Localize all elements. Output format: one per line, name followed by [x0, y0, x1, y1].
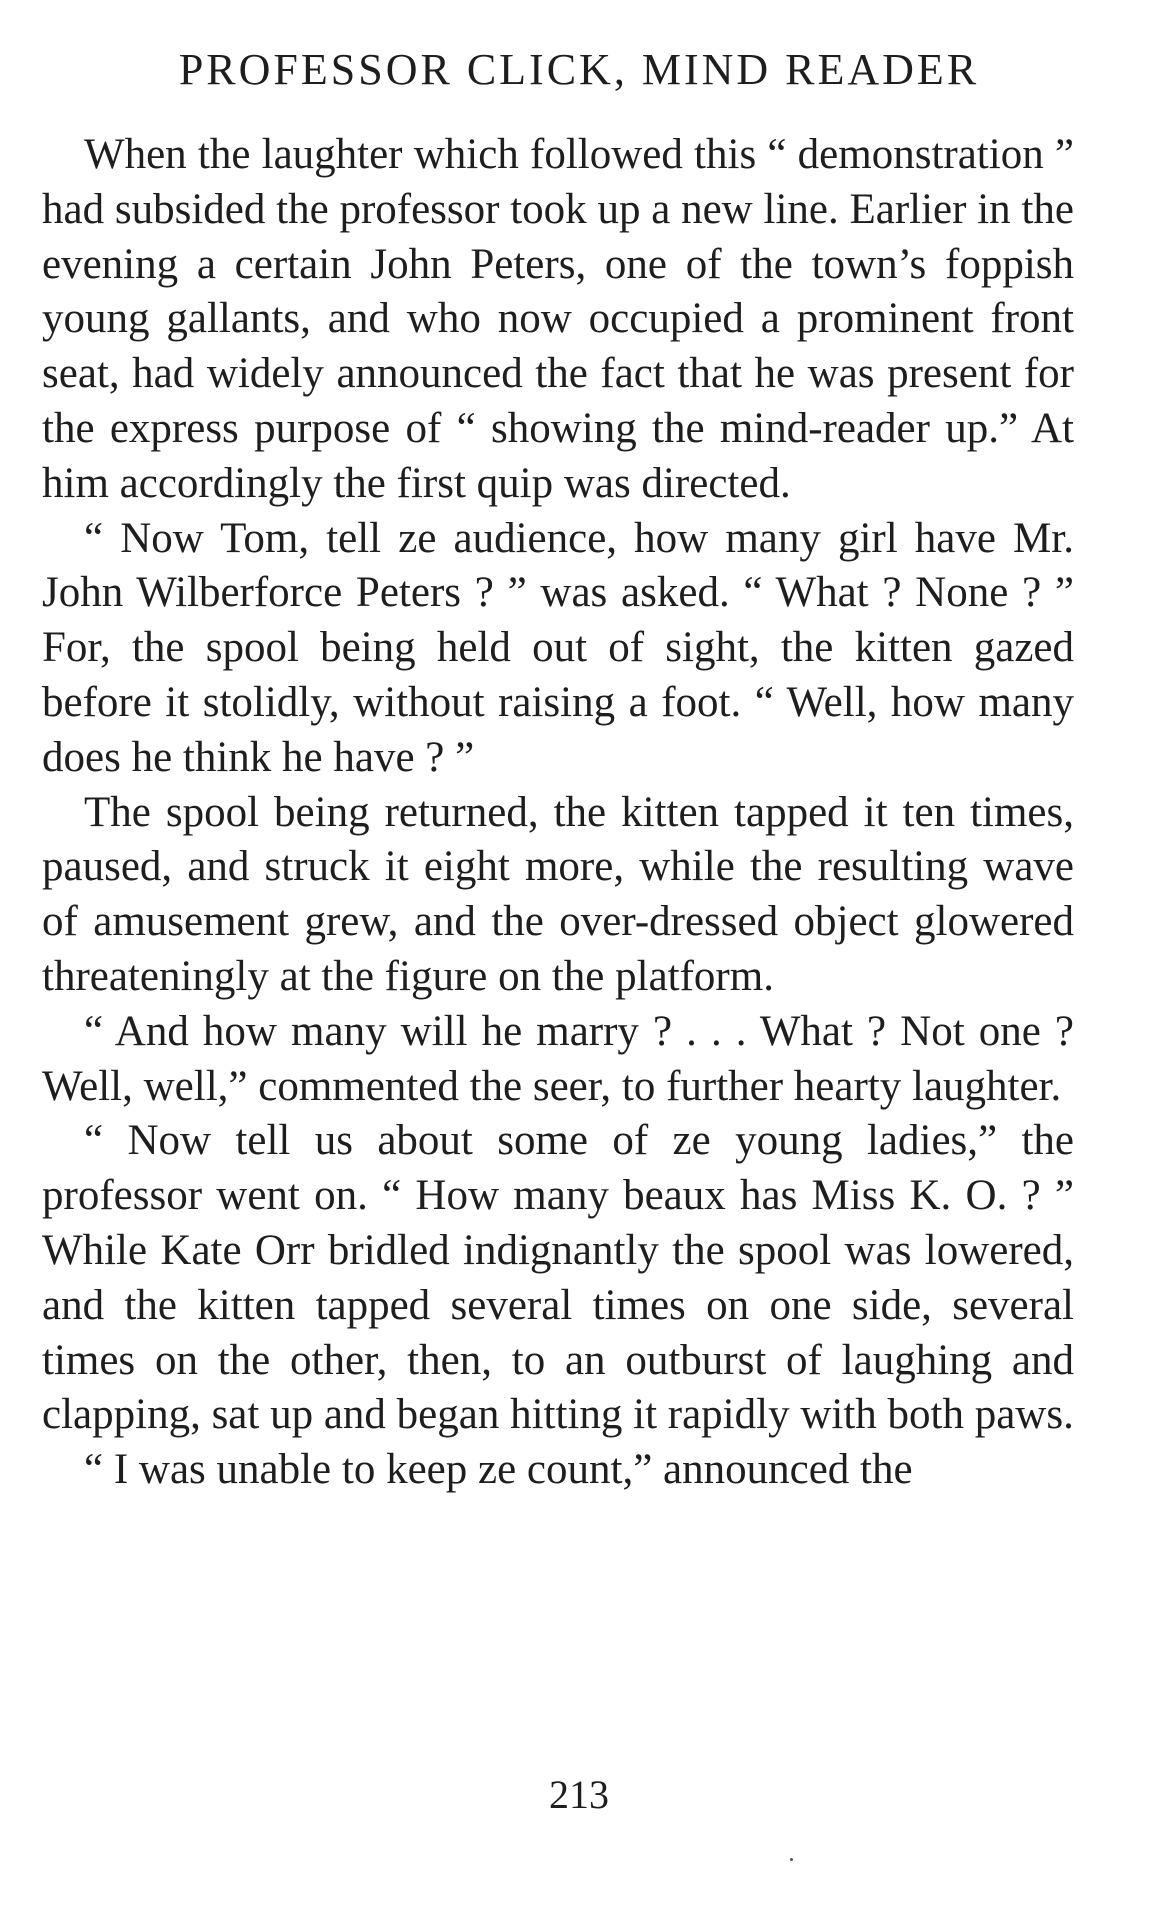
paragraph: “ Now tell us about some of ze young ladies,” the professor went on. “ How many beaux has Miss K. O. ? ” While Kate Orr bridled indignantly the spool was lowered, and the kitten tapped several times on one side, several times on the other, then, to an outburst of laughing and clapping, sat up and began hitting it rapidly with both paws. [42, 1117, 1074, 1439]
ink-speck [790, 1858, 793, 1861]
paragraph: “ Now Tom, tell ze audience, how many girl have Mr. John Wilberforce Peters ? ” was asked. “ What ? None ? ” For, the spool being held out of sight, the kitten gazed before it stolidly, without raising a foot. “ Well, how many does he think he have ? ” [42, 514, 1074, 781]
body-text [42, 128, 1074, 1498]
paragraph: The spool being returned, the kitten tapped it ten times, paused, and struck it eight more, while the resulting wave of amusement grew, and the over-dressed object glowered threateningly at the figure on the platform. [42, 788, 1074, 1000]
running-head: PROFESSOR CLICK, MIND READER [178, 45, 980, 94]
paragraph: When the laughter which followed this “ demonstration ” had subsided the professor took up a new line. Earlier in the evening a certain John Peters, one of the town’s foppish young gallants, and who now occupied a prominent front seat, had widely announced the fact that he was present for the express purpose of “ showing the mind-reader up.” At him accordingly the first quip was directed. [42, 131, 1074, 507]
paragraph: “ I was unable to keep ze count,” announced the [84, 1446, 913, 1494]
page-number: 213 [549, 1772, 609, 1817]
paragraph: “ And how many will he marry ? . . . What ? Not one ? Well, well,” commented the seer, to further hearty laughter. [42, 1007, 1074, 1110]
